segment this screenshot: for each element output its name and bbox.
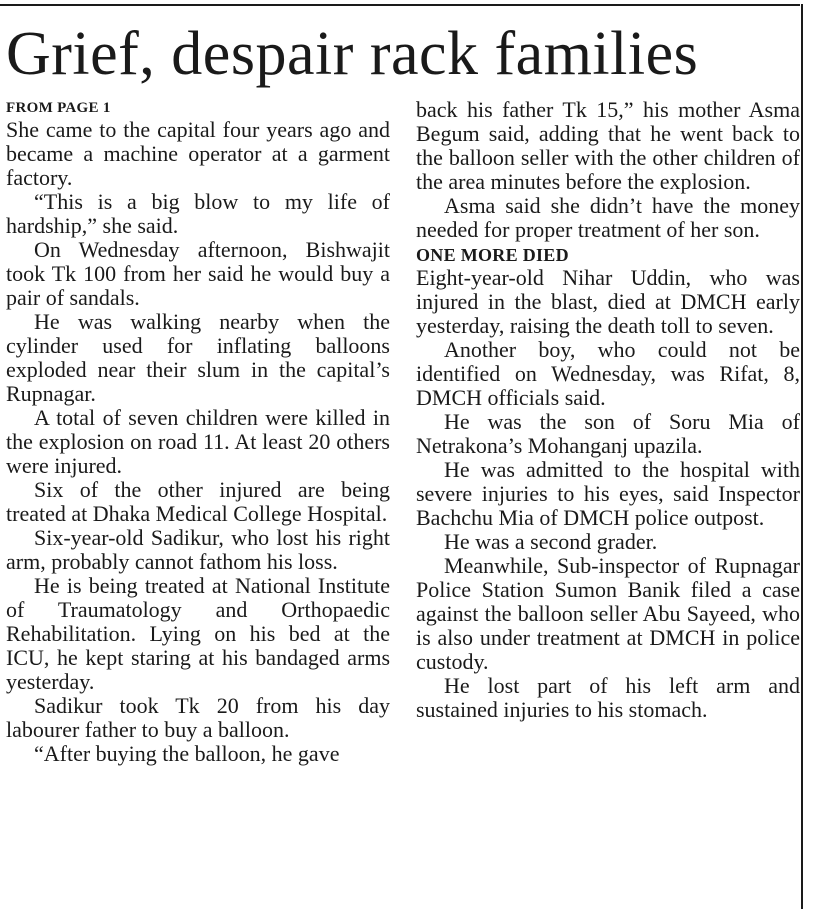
paragraph: Six-year-old Sadikur, who lost his right arm, probably cannot fathom his loss.	[6, 525, 390, 574]
jump-kicker: FROM PAGE 1	[6, 100, 111, 116]
paragraph: A total of seven children were killed in the explosion on road 11. At least 20 others were injured.	[6, 405, 390, 478]
paragraph: “After buying the balloon, he gave	[34, 741, 340, 766]
section-subhead: ONE MORE DIED	[416, 245, 569, 265]
headline: Grief, despair rack families	[6, 20, 699, 88]
paragraph: He lost part of his left arm and sustained injuries to his stomach.	[416, 673, 800, 722]
paragraph: Asma said she didn’t have the money needed for proper treatment of her son.	[416, 193, 800, 242]
paragraph: He was walking nearby when the cylinder used for inflating balloons exploded near their slum in the capital’s Rupnagar.	[6, 309, 390, 406]
left-column	[6, 98, 390, 766]
right-column	[416, 98, 800, 722]
paragraph: Eight-year-old Nihar Uddin, who was injured in the blast, died at DMCH early yesterday, raising the death toll to seven.	[416, 265, 800, 338]
paragraph: Another boy, who could not be identified on Wednesday, was Rifat, 8, DMCH officials said.	[416, 337, 800, 410]
paragraph: She came to the capital four years ago and became a machine operator at a garment factory.	[6, 117, 390, 190]
paragraph: Meanwhile, Sub-inspector of Rupnagar Police Station Sumon Banik filed a case against the balloon seller Abu Sayeed, who is also under treatment at DMCH in police custody.	[416, 553, 800, 674]
paragraph: He is being treated at National Institute of Traumatology and Orthopaedic Rehabilitation. Lying on his bed at the ICU, he kept staring at his bandaged arms yesterday.	[6, 573, 390, 694]
paragraph: Six of the other injured are being treated at Dhaka Medical College Hospital.	[6, 477, 390, 526]
paragraph: “This is a big blow to my life of hardship,” she said.	[6, 189, 390, 238]
paragraph: back his father Tk 15,” his mother Asma Begum said, adding that he went back to the balloon seller with the other children of the area minutes before the explosion.	[416, 97, 800, 194]
right-border-rule	[801, 4, 803, 909]
paragraph: Sadikur took Tk 20 from his day labourer father to buy a balloon.	[6, 693, 390, 742]
paragraph: On Wednesday afternoon, Bishwajit took Tk 100 from her said he would buy a pair of sandals.	[6, 237, 390, 310]
paragraph: He was a second grader.	[444, 529, 658, 554]
paragraph: He was admitted to the hospital with severe injuries to his eyes, said Inspector Bachchu Mia of DMCH police outpost.	[416, 457, 800, 530]
paragraph: He was the son of Soru Mia of Netrakona’s Mohanganj upazila.	[416, 409, 800, 458]
top-rule	[0, 4, 800, 6]
